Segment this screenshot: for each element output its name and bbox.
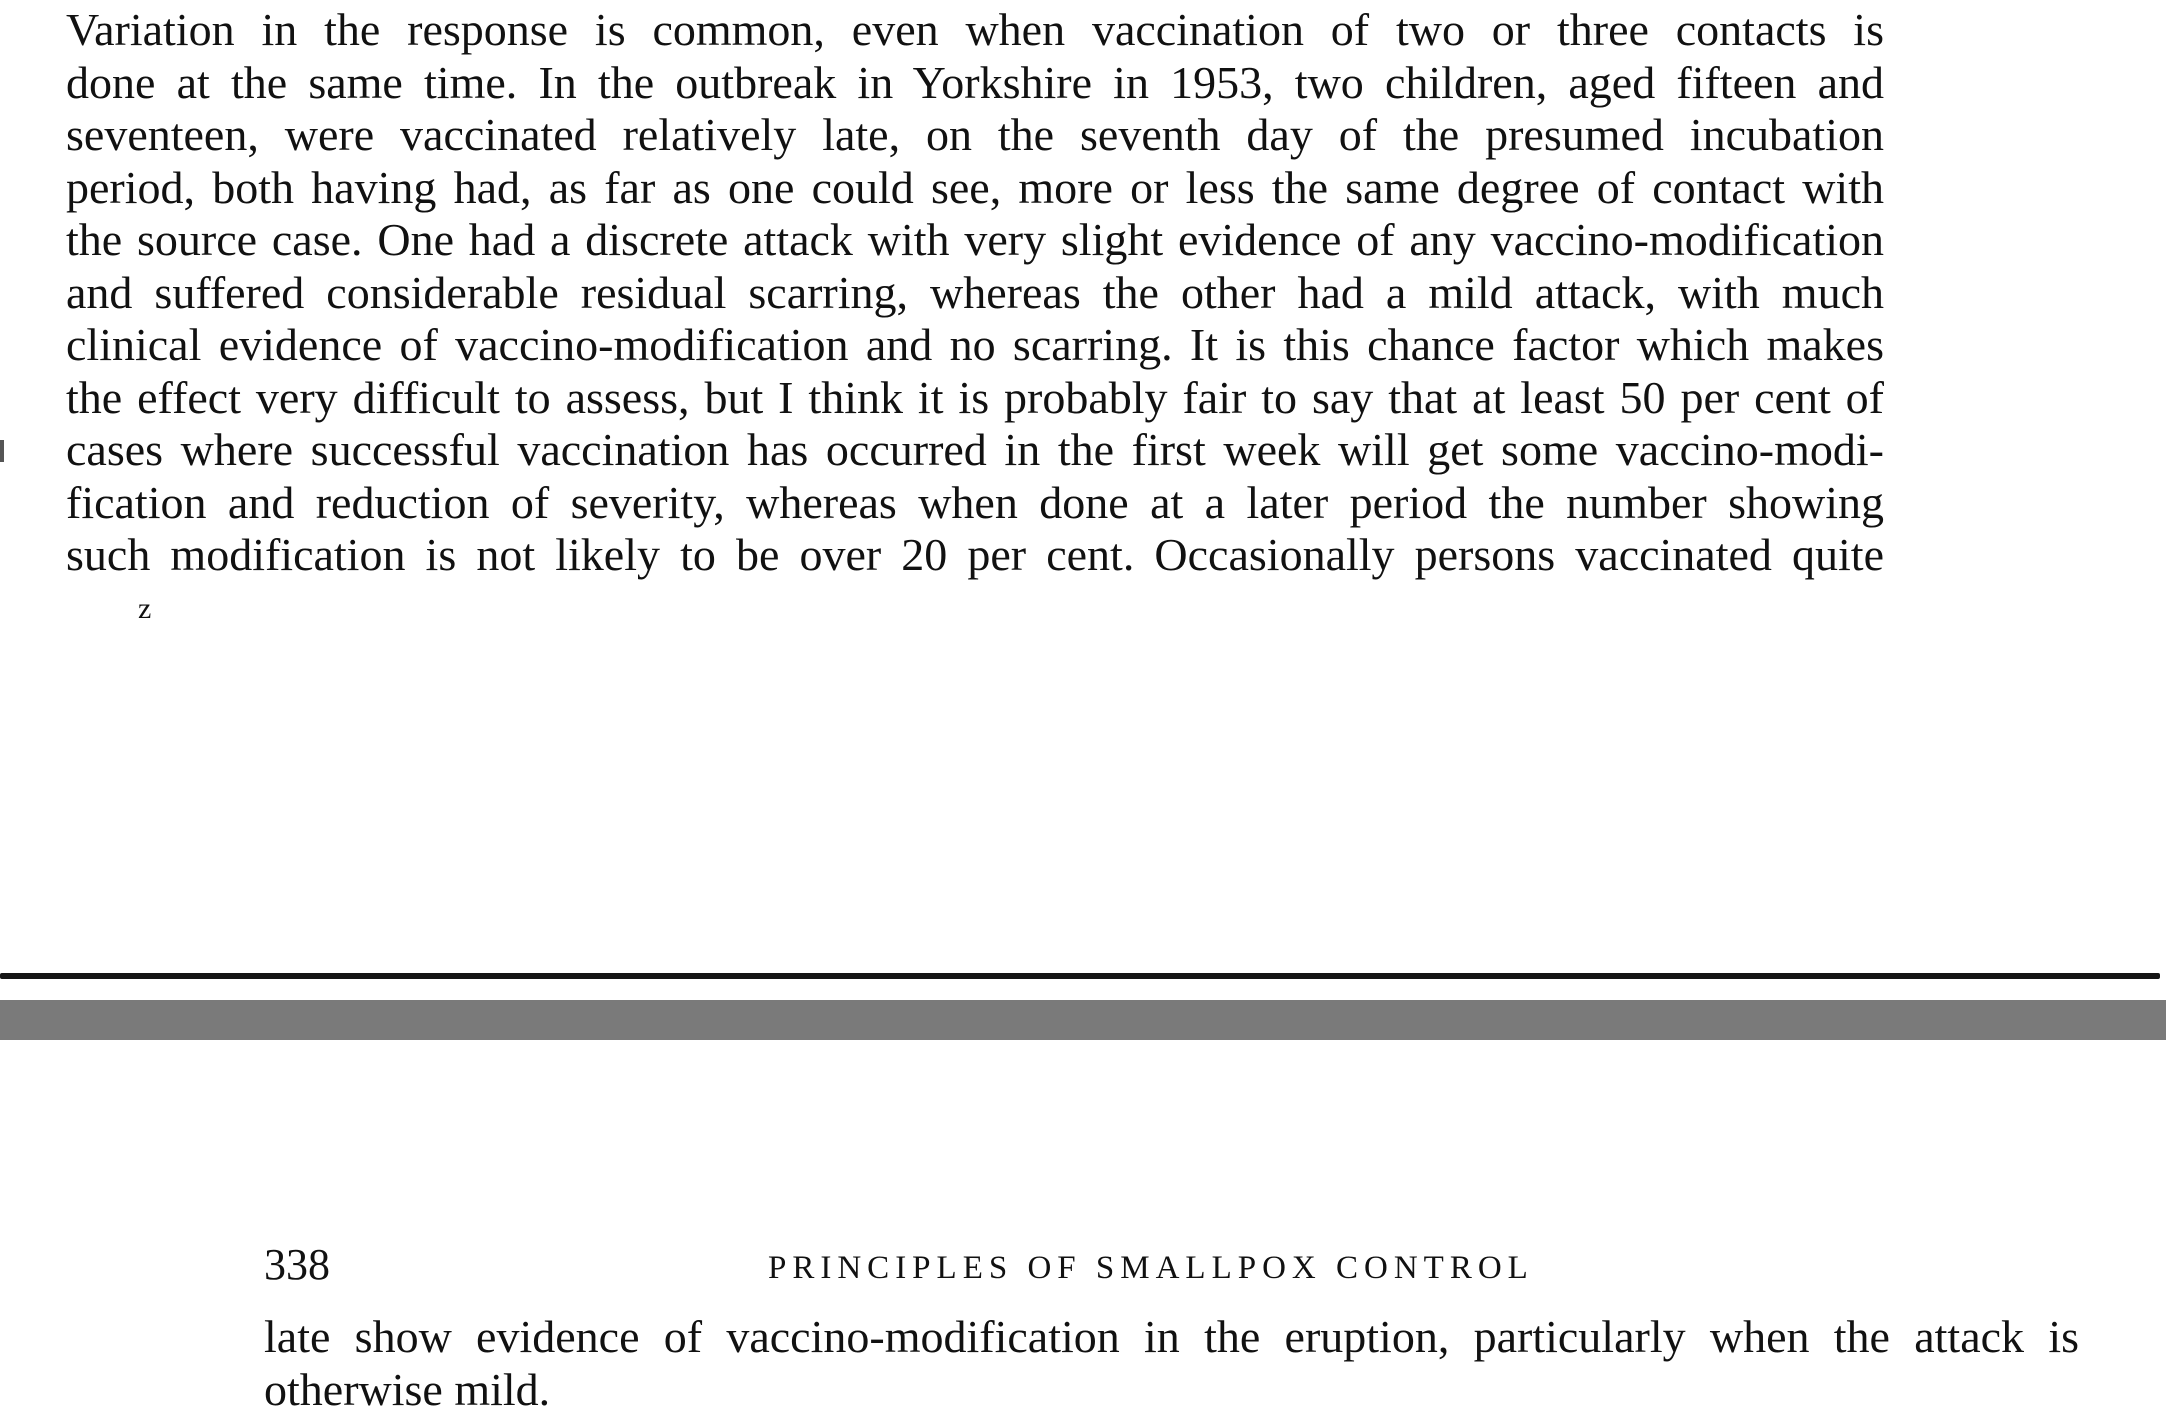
text-line: clinical evidence of vaccino-modification and no scarring. It is this chance factor which makes xyxy=(66,319,1884,370)
signature-mark: z xyxy=(138,592,152,625)
page-edge-rule xyxy=(0,973,2160,979)
text-line: period, both having had, as far as one could see, more or less the same degree of contact with xyxy=(66,161,1884,213)
page-number: 338 xyxy=(264,1240,330,1289)
text-line: late show evidence of vaccino-modification in the eruption, particularly when the attack is xyxy=(264,1311,2079,1362)
text-line: the source case. One had a discrete attack with very slight evidence of any vaccino-modification xyxy=(66,214,1884,265)
text-line: such modification is not likely to be over 20 per cent. Occasionally persons vaccinated quite xyxy=(66,529,1884,580)
text-line: and suffered considerable residual scarring, whereas the other had a mild attack, with much xyxy=(66,266,1884,318)
text-line: fication and reduction of severity, whereas when done at a later period the number showing xyxy=(66,476,1884,528)
text-line: otherwise mild. xyxy=(264,1363,551,1415)
text-line: seventeen, were vaccinated relatively late, on the seventh day of the presumed incubation xyxy=(66,109,1884,160)
page-separator xyxy=(0,1000,2166,1040)
upper-page-paragraph xyxy=(66,4,1884,582)
lower-page-paragraph xyxy=(264,1311,2079,1416)
text-line: Variation in the response is common, even when vaccination of two or three contacts is xyxy=(66,4,1884,55)
running-head: PRINCIPLES OF SMALLPOX CONTROL xyxy=(768,1250,1534,1286)
text-line: the effect very difficult to assess, but I think it is probably fair to say that at least 50 per cent of xyxy=(66,371,1884,423)
margin-mark xyxy=(0,440,4,462)
text-line: cases where successful vaccination has occurred in the first week will get some vaccino-modi- xyxy=(66,424,1884,475)
text-line: done at the same time. In the outbreak in Yorkshire in 1953, two children, aged fifteen and xyxy=(66,56,1884,108)
